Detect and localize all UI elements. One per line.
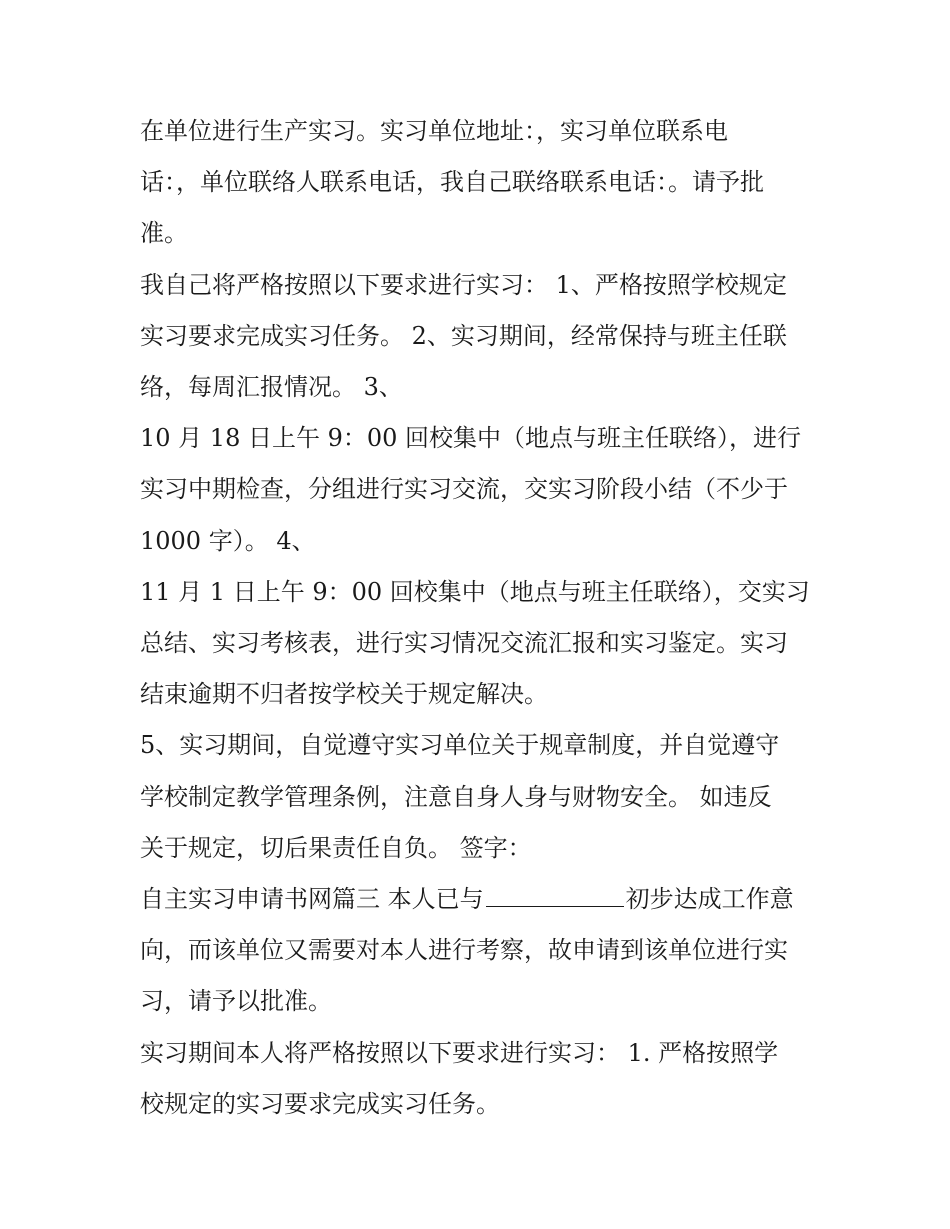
paragraph-internship-period bbox=[140, 1028, 820, 1130]
paragraph-application-three bbox=[140, 874, 820, 1028]
text-line: 校规定的实习要求完成实习任务。 bbox=[140, 1089, 500, 1118]
document-body bbox=[140, 106, 820, 1130]
text-line: 实习中期检查，分组进行实习交流，交实习阶段小结（不少于 bbox=[140, 475, 788, 504]
text-line: 准。 bbox=[140, 219, 188, 248]
text-line: 话：，单位联络人联系电话，我自己联络联系电话：。请予批 bbox=[140, 168, 764, 197]
text-line: 关于规定，切后果责任自负。 签字： bbox=[140, 833, 532, 862]
paragraph-midterm-check bbox=[140, 413, 820, 567]
text-line: 结束逾期不归者按学校关于规定解决。 bbox=[140, 680, 548, 709]
text-line: 我自己将严格按照以下要求进行实习： 1、严格按照学校规定 bbox=[140, 270, 787, 299]
text-line: 向，而该单位又需要对本人进行考察，故申请到该单位进行实 bbox=[140, 936, 788, 965]
paragraph-requirements bbox=[140, 260, 820, 414]
company-name-blank bbox=[486, 884, 624, 907]
text-line: 实习期间本人将严格按照以下要求进行实习： 1. 严格按照学 bbox=[140, 1038, 779, 1067]
text-line: 实习要求完成实习任务。 2、实习期间，经常保持与班主任联 bbox=[140, 321, 787, 350]
text-line: 11 月 1 日上午 9：00 回校集中（地点与班主任联络），交实习 bbox=[140, 577, 810, 606]
text-line: 习，请予以批准。 bbox=[140, 987, 332, 1016]
text-before-blank: 自主实习申请书网篇三 本人已与 bbox=[140, 885, 484, 914]
text-line: 10 月 18 日上午 9：00 回校集中（地点与班主任联络），进行 bbox=[140, 424, 802, 453]
text-line: 5、实习期间，自觉遵守实习单位关于规章制度，并自觉遵守 bbox=[140, 731, 780, 760]
paragraph-rules-signature bbox=[140, 720, 820, 874]
text-after-blank: 初步达成工作意 bbox=[625, 885, 794, 914]
text-line: 1000 字）。 4、 bbox=[140, 526, 316, 555]
text-line: 在单位进行生产实习。实习单位地址：，实习单位联系电 bbox=[140, 117, 728, 145]
text-line: 络，每周汇报情况。 3、 bbox=[140, 373, 403, 402]
paragraph-final-return bbox=[140, 567, 820, 721]
text-line: 学校制定教学管理条例，注意自身人身与财物安全。 如违反 bbox=[140, 782, 772, 811]
paragraph-internship-location bbox=[140, 106, 820, 260]
text-line-with-blank bbox=[140, 874, 820, 925]
text-line: 总结、实习考核表，进行实习情况交流汇报和实习鉴定。实习 bbox=[140, 629, 788, 658]
